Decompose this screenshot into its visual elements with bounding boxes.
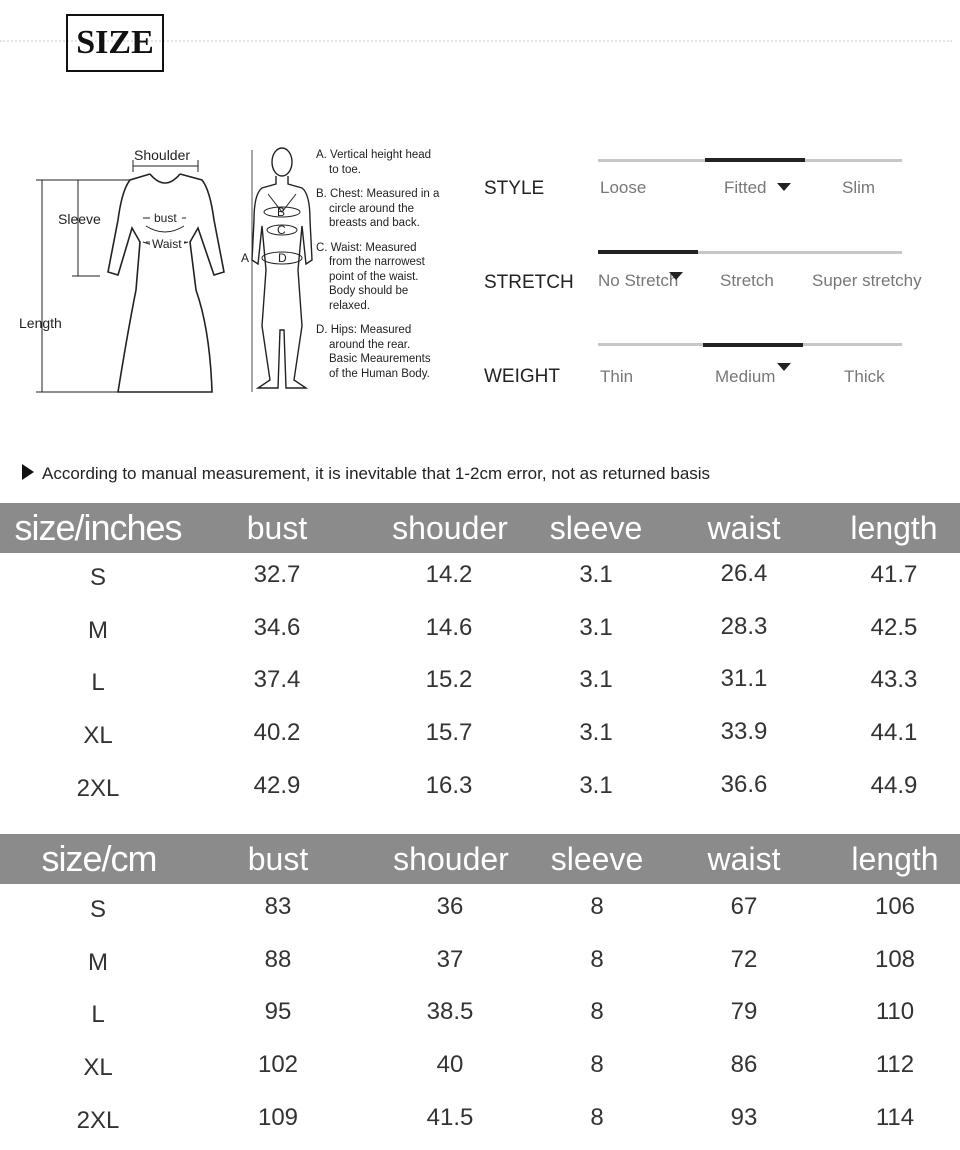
inches-header-waist: waist bbox=[707, 510, 781, 546]
table-cell: 36.6 bbox=[720, 770, 768, 798]
table-cell: 8 bbox=[590, 893, 604, 920]
table-row-size: L bbox=[91, 1001, 105, 1029]
cm-table-body bbox=[0, 892, 960, 1142]
table-cell: 42.5 bbox=[870, 613, 918, 641]
table-cell: 8 bbox=[590, 1103, 604, 1131]
note-a bbox=[316, 148, 456, 177]
dress-dimension-lines bbox=[36, 160, 198, 392]
style-option-slim: Slim bbox=[842, 178, 876, 197]
weight-label: WEIGHT bbox=[484, 366, 560, 387]
table-cell: 38.5 bbox=[426, 998, 474, 1026]
table-row-size: M bbox=[88, 616, 108, 644]
table-cell: 109 bbox=[257, 1103, 299, 1131]
note-c-line: point of the waist. bbox=[329, 270, 419, 283]
measurement-notes bbox=[316, 148, 456, 391]
table-cell: 72 bbox=[730, 945, 758, 973]
table-cell: 44.9 bbox=[870, 771, 918, 799]
play-arrow-icon bbox=[22, 464, 34, 480]
table-cell: 8 bbox=[590, 998, 604, 1026]
cm-table-header bbox=[0, 834, 960, 884]
disclaimer-text: According to manual measurement, it is inevitable that 1-2cm error, not as returned basis bbox=[42, 464, 711, 483]
note-a-line: A. Vertical height head bbox=[316, 149, 432, 161]
table-cell: 31.1 bbox=[720, 665, 768, 693]
table-cell: 3.1 bbox=[579, 613, 613, 641]
table-cell: 112 bbox=[875, 1051, 915, 1079]
style-option-loose: Loose bbox=[600, 178, 647, 197]
inches-header-sleeve: sleeve bbox=[549, 510, 643, 546]
note-d-line: Basic Meaurements bbox=[329, 353, 431, 365]
note-c bbox=[316, 241, 456, 314]
table-cell: 15.7 bbox=[425, 719, 473, 747]
inches-header-length: length bbox=[850, 510, 938, 546]
body-label-c: C bbox=[277, 223, 286, 237]
dress-label-length: Length bbox=[19, 315, 62, 331]
dress-label-sleeve: Sleeve bbox=[58, 211, 101, 227]
measurement-disclaimer bbox=[22, 464, 710, 484]
stretch-option-super: Super stretchy bbox=[812, 271, 922, 290]
cm-header-waist: waist bbox=[707, 841, 781, 877]
dress-figure bbox=[108, 174, 224, 392]
table-cell: 37.4 bbox=[253, 666, 301, 694]
table-cell: 88 bbox=[264, 945, 292, 973]
body-label-b: B bbox=[277, 205, 286, 219]
weight-scale-active bbox=[703, 343, 803, 347]
table-row-size: M bbox=[88, 948, 108, 976]
inches-table-body bbox=[0, 560, 960, 825]
inches-header-bust: bust bbox=[246, 510, 308, 546]
cm-header-length: length bbox=[851, 841, 939, 877]
table-cell: 15.2 bbox=[425, 666, 473, 694]
table-cell: 41.5 bbox=[426, 1103, 474, 1131]
stretch-option-stretch: Stretch bbox=[720, 271, 774, 290]
inches-header-size: size/inches bbox=[14, 507, 182, 548]
weight-option-thick: Thick bbox=[844, 367, 885, 386]
table-cell: 43.3 bbox=[870, 666, 918, 694]
body-label-d: D bbox=[278, 251, 287, 265]
table-cell: 44.1 bbox=[870, 719, 918, 747]
stretch-label: STRETCH bbox=[484, 272, 574, 293]
cm-header-size: size/cm bbox=[41, 838, 157, 879]
dress-label-shoulder: Shoulder bbox=[134, 147, 191, 163]
table-cell: 86 bbox=[730, 1051, 758, 1079]
stretch-scale-active bbox=[598, 250, 698, 254]
weight-selected-marker-icon bbox=[777, 363, 791, 371]
table-row-size: 2XL bbox=[76, 774, 120, 802]
table-cell: 95 bbox=[264, 998, 292, 1026]
table-cell: 26.4 bbox=[720, 560, 768, 587]
table-cell: 3.1 bbox=[579, 719, 613, 747]
table-cell: 3.1 bbox=[579, 771, 613, 799]
table-cell: 14.6 bbox=[425, 613, 473, 641]
stretch-selected-marker-icon bbox=[669, 272, 683, 280]
table-cell: 36 bbox=[436, 893, 464, 920]
size-title-box bbox=[66, 14, 164, 72]
table-cell: 33.9 bbox=[720, 718, 768, 746]
note-d-line: D. Hips: Measured bbox=[316, 324, 412, 336]
style-scale-active bbox=[705, 158, 805, 162]
table-cell: 3.1 bbox=[579, 561, 613, 588]
table-row-size: XL bbox=[83, 1054, 113, 1082]
cm-header-bust: bust bbox=[247, 841, 309, 877]
dress-label-waist: Waist bbox=[152, 237, 182, 251]
table-row-size: L bbox=[91, 669, 105, 697]
table-cell: 110 bbox=[875, 998, 915, 1026]
table-cell: 3.1 bbox=[579, 666, 613, 694]
body-figure bbox=[252, 148, 312, 388]
table-cell: 8 bbox=[590, 1051, 604, 1079]
inches-table-header bbox=[0, 503, 960, 553]
dress-label-bust: bust bbox=[154, 211, 177, 225]
style-selected-marker-icon bbox=[777, 183, 791, 191]
table-cell: 42.9 bbox=[253, 771, 301, 799]
table-cell: 32.7 bbox=[253, 561, 301, 588]
table-cell: 14.2 bbox=[425, 561, 473, 588]
note-b bbox=[316, 187, 456, 231]
table-cell: 28.3 bbox=[720, 612, 768, 640]
table-cell: 114 bbox=[875, 1103, 915, 1131]
size-title: SIZE bbox=[76, 24, 154, 61]
table-cell: 106 bbox=[874, 893, 916, 920]
weight-option-medium: Medium bbox=[715, 367, 776, 386]
table-cell: 83 bbox=[264, 893, 292, 920]
inches-header-shoulder: shouder bbox=[392, 510, 508, 546]
table-cell: 8 bbox=[590, 945, 604, 973]
note-a-line: to toe. bbox=[329, 163, 361, 176]
table-cell: 37 bbox=[436, 945, 464, 973]
cm-header-sleeve: sleeve bbox=[550, 841, 644, 877]
table-row-size: S bbox=[89, 564, 106, 591]
table-row-size: 2XL bbox=[76, 1106, 120, 1134]
table-cell: 16.3 bbox=[425, 771, 473, 799]
note-c-line: from the narrowest bbox=[329, 256, 425, 268]
note-d bbox=[316, 323, 456, 381]
note-c-line: relaxed. bbox=[329, 299, 370, 312]
note-b-line: B. Chest: Measured in a bbox=[316, 188, 440, 200]
style-option-fitted: Fitted bbox=[724, 178, 767, 197]
table-cell: 108 bbox=[874, 945, 916, 973]
table-cell: 102 bbox=[257, 1051, 299, 1079]
note-d-line: around the rear. bbox=[329, 338, 411, 351]
table-cell: 34.6 bbox=[253, 613, 301, 641]
cm-header-shoulder: shouder bbox=[393, 841, 509, 877]
table-row-size: XL bbox=[83, 722, 113, 750]
table-cell: 40.2 bbox=[253, 719, 301, 747]
weight-option-thin: Thin bbox=[600, 367, 634, 386]
note-c-line: Body should be bbox=[329, 285, 409, 297]
style-label: STYLE bbox=[484, 178, 545, 199]
note-c-line: C. Waist: Measured bbox=[316, 241, 417, 254]
note-b-line: circle around the bbox=[329, 202, 415, 215]
table-cell: 93 bbox=[730, 1103, 758, 1131]
table-cell: 67 bbox=[730, 893, 758, 920]
table-row-size: S bbox=[89, 896, 106, 923]
table-cell: 79 bbox=[730, 998, 758, 1026]
note-d-line: of the Human Body. bbox=[329, 367, 430, 380]
body-label-a: A bbox=[241, 251, 250, 265]
table-cell: 41.7 bbox=[870, 561, 918, 588]
table-cell: 40 bbox=[436, 1051, 464, 1079]
note-b-line: breasts and back. bbox=[329, 217, 420, 229]
stretch-option-none: No Stretch bbox=[598, 271, 679, 290]
